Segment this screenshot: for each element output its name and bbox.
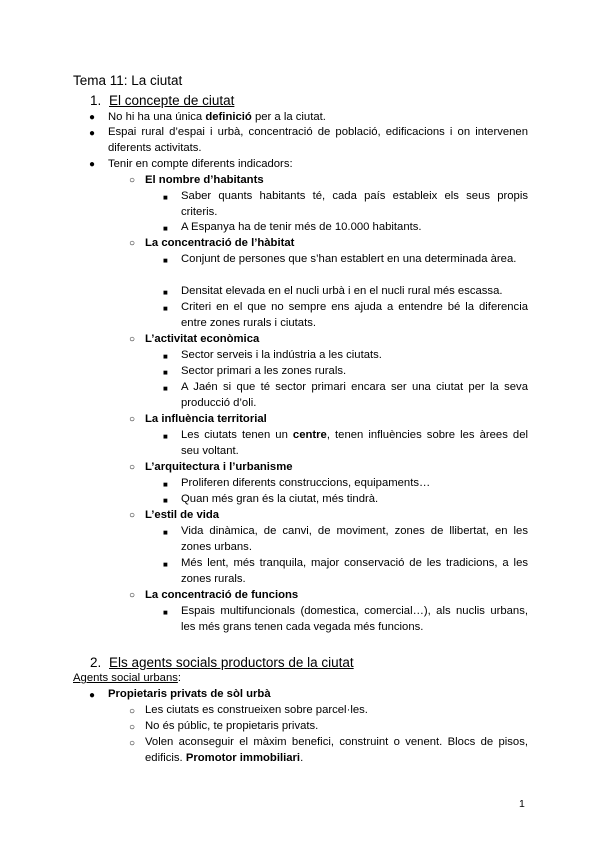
- list-item: Les ciutats es construeixen sobre parcel·les.: [145, 704, 368, 716]
- bullet-square: ■: [163, 384, 168, 393]
- subheading: [73, 671, 181, 686]
- indicator-title: L’activitat econòmica: [145, 333, 260, 345]
- bullet-square: ■: [163, 432, 168, 441]
- bullet-square: ■: [163, 496, 168, 505]
- indicator-title: El nombre d’habitants: [145, 174, 264, 186]
- section-title: El concepte de ciutat: [109, 93, 235, 108]
- list-item: Densitat elevada en el nucli urbà i en el nucli rural més escassa.: [181, 285, 503, 297]
- bullet-square: ■: [163, 256, 168, 265]
- text: No hi ha una única: [108, 111, 206, 123]
- list-item: No és públic, te propietaris privats.: [145, 720, 319, 732]
- bullet-square: ■: [163, 480, 168, 489]
- document-title: Tema 11: La ciutat: [73, 73, 183, 88]
- bullet-disc: ●: [89, 112, 96, 123]
- bullet-circle: ○: [129, 738, 136, 749]
- bold-text: Promotor immobiliari: [185, 751, 301, 764]
- bullet-square: ■: [163, 224, 168, 233]
- list-item: Proliferen diferents construccions, equipaments…: [181, 477, 431, 489]
- list-item: Més lent, més tranquila, major conservació de les tradicions, a les zones rurals.: [181, 557, 528, 585]
- bullet-item: Propietaris privats de sòl urbà: [108, 688, 271, 700]
- list-item: Vida dinàmica, de canvi, de moviment, zones de llibertat, en les zones urbans.: [181, 525, 528, 553]
- bullet-disc: ●: [89, 690, 96, 701]
- text: per a la ciutat.: [251, 111, 326, 123]
- bullet-circle: ○: [129, 462, 136, 473]
- page-number: 1: [519, 798, 525, 810]
- subheading-text: Agents social urbans: [73, 672, 178, 684]
- bullet-square: ■: [163, 560, 168, 569]
- section-number: 2.: [90, 655, 102, 670]
- indicator-title: La concentració de l’hàbitat: [145, 237, 295, 249]
- bullet-circle: ○: [129, 175, 136, 186]
- list-item: Espais multifuncionals (domestica, comercial…), als nuclis urbans, les més grans tenen cada vegada més funcions.: [181, 605, 528, 633]
- bullet-square: ■: [163, 288, 168, 297]
- bullet-item: [108, 110, 326, 125]
- section-title: Els agents socials productors de la ciutat: [109, 655, 354, 670]
- text: .: [300, 751, 304, 764]
- bullet-circle: ○: [129, 722, 136, 733]
- list-item: Sector primari a les zones rurals.: [181, 365, 347, 377]
- indicator-title: La influència territorial: [145, 413, 267, 425]
- text: Les ciutats tenen un: [181, 429, 293, 441]
- list-item: Quan més gran és la ciutat, més tindrà.: [181, 493, 379, 505]
- list-item: [145, 735, 528, 766]
- bullet-circle: ○: [129, 414, 136, 425]
- bullet-disc: ●: [89, 128, 96, 139]
- list-item: A Jaén si que té sector primari encara ser una ciutat per la seva producció d’oli.: [181, 381, 528, 409]
- list-item: Conjunt de persones que s’han establert en una determinada àrea.: [181, 253, 517, 265]
- list-item: Sector serveis i la indústria a les ciutats.: [181, 349, 382, 361]
- bullet-square: ■: [163, 528, 168, 537]
- text: :: [177, 672, 182, 684]
- list-item: A Espanya ha de tenir més de 10.000 habitants.: [181, 221, 422, 233]
- text: Volen aconseguir el màxim benefici, construint o venent. Blocs de pisos, edificis.: [145, 736, 528, 764]
- list-item: Saber quants habitants té, cada país estableix els seus propis criteris.: [181, 190, 528, 218]
- bullet-square: ■: [163, 608, 168, 617]
- bullet-disc: ●: [89, 159, 96, 170]
- text: , tenen influències sobre les àrees del seu voltant.: [181, 429, 528, 457]
- indicator-title: L’estil de vida: [145, 509, 220, 521]
- section-heading-2: [90, 654, 354, 671]
- bold-text: definició: [205, 111, 252, 123]
- bullet-circle: ○: [129, 334, 136, 345]
- indicator-title: L’arquitectura i l’urbanisme: [145, 461, 293, 473]
- bullet-item: Tenir en compte diferents indicadors:: [108, 158, 293, 170]
- bold-text: centre: [292, 429, 327, 441]
- indicator-title: La concentració de funcions: [145, 589, 299, 601]
- bullet-circle: ○: [129, 590, 136, 601]
- list-item: Criteri en el que no sempre ens ajuda a entendre bé la diferencia entre zones rurals i ciutats.: [181, 301, 528, 329]
- bullet-circle: ○: [129, 238, 136, 249]
- section-number: 1.: [90, 93, 102, 108]
- bullet-circle: ○: [129, 706, 136, 717]
- bullet-circle: ○: [129, 510, 136, 521]
- list-item: [181, 428, 528, 459]
- bullet-item: Espai rural d’espai i urbà, concentració de població, edificacions i on intervenen diferents activitats.: [108, 126, 528, 154]
- bullet-square: ■: [163, 304, 168, 313]
- bullet-square: ■: [163, 193, 168, 202]
- section-heading-1: [90, 92, 234, 109]
- bullet-square: ■: [163, 368, 168, 377]
- bullet-square: ■: [163, 352, 168, 361]
